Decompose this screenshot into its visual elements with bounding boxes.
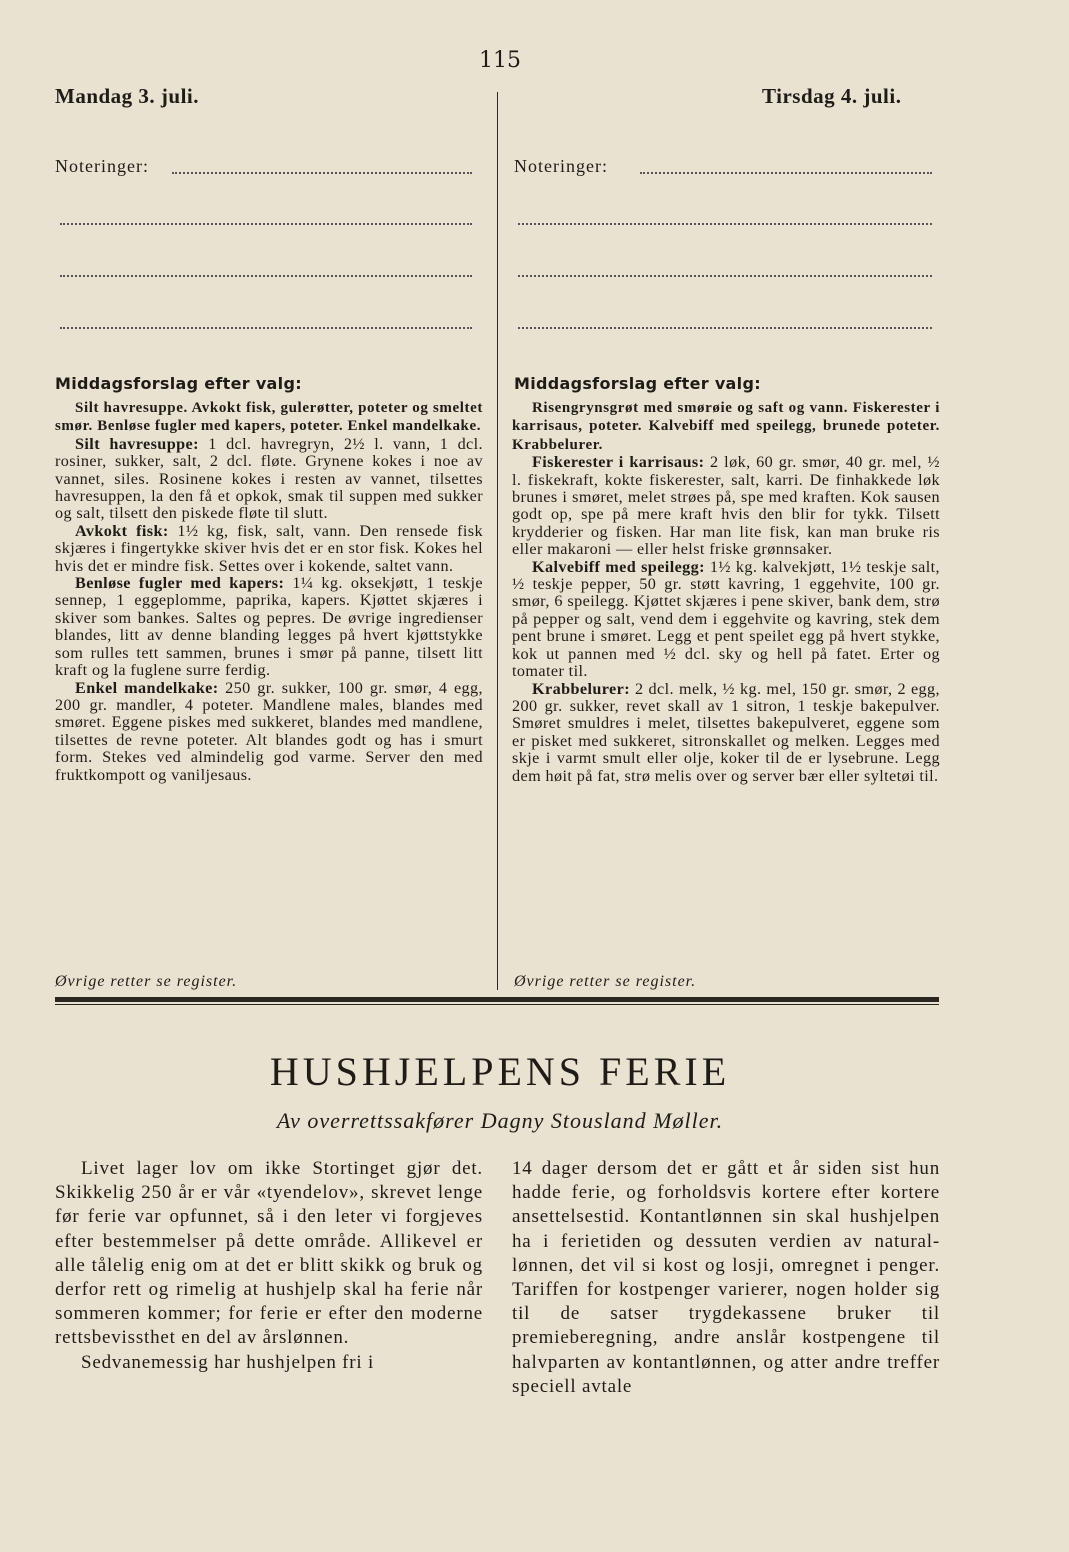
recipe — [55, 436, 483, 523]
menu-summary-text: Silt havresuppe. Avkokt fisk, gulerøtter, poteter og smeltet smør. Benløse fugler med kapers, poteter. Enkel mandelkake. — [55, 400, 483, 435]
note-line — [518, 223, 932, 225]
section-rule-thin — [55, 1004, 939, 1005]
page-number: 115 — [479, 48, 521, 73]
recipes-left — [55, 399, 483, 784]
recipe-title: Krabbelurer: — [532, 679, 631, 698]
menu-summary — [55, 399, 483, 436]
day-heading-left: Mandag 3. juli. — [55, 84, 200, 108]
recipe-title: Silt havresuppe: — [75, 434, 199, 453]
menu-summary-text: Risengrynsgrøt med smørøie og saft og vann. Fiskerester i karrisaus, poteter. Kalvebiff med speilegg, brunede poteter. Krabbelurer. — [512, 400, 940, 453]
article-paragraph: Sedvanemessig har hushjelpen fri i — [81, 1351, 375, 1373]
day-heading-right: Tirsdag 4. juli. — [762, 84, 902, 108]
recipe-text: 1½ kg. kalvekjøtt, 1½ teskje salt, ½ teskje pepper, 50 gr. støtt kavring, 1 eggehvite, 100 gr. smør, 6 speilegg. Kjøttet skjæres i pene skiver, bank dem, strø på pepper og salt, vend dem i eggehvite og kavring, stek dem pent brune i smøret. Legg et pent speilet egg på hvert stykke, kok ut pannen med ½ dcl. sky og hell på fatet. Erter og tomater til. — [512, 557, 940, 681]
more-recipes-note-left: Øvrige retter se register. — [55, 973, 238, 990]
recipe — [55, 523, 483, 575]
note-line — [60, 275, 472, 277]
section-rule — [55, 997, 939, 1002]
recipe-title: Fiskerester i karrisaus: — [532, 453, 705, 472]
menu-summary — [512, 399, 940, 454]
article-title: HUSHJELPENS FERIE — [269, 1049, 731, 1094]
article-column-right — [512, 1157, 940, 1399]
recipe — [55, 680, 483, 784]
recipe-title: Kalvebiff med speilegg: — [532, 557, 705, 576]
menu-suggestions-title-right: Middagsforslag efter valg: — [514, 374, 761, 393]
note-line — [172, 172, 472, 174]
menu-suggestions-title-left: Middagsforslag efter valg: — [55, 374, 302, 393]
note-line — [518, 275, 932, 277]
recipe — [512, 681, 940, 785]
recipe-text: 2 løk, 60 gr. smør, 40 gr. mel, ½ l. fiskekraft, kokte fiskerester, salt, karri. De finhakkede løk brunes i smøret, melet strøes på, spe med kraften. Kok sausen godt op, spe på mere kraft hvis den blir for tykk. Tilsett krydderier og fisken. Har man lite fisk, kan man bruke ris eller makaroni — eller helst friske grønnsaker. — [512, 453, 940, 559]
article-paragraph: Livet lager lov om ikke Stortinget gjør det. Skikkelig 250 år er vår «tyendelov», skrevet lenge før ferie var opfunnet, så i den leter vi forgjeves efter bestemmelser på dette område. Allikevel er alle tålelig enig om at det er blitt skikk og bruk og derfor rett og rimelig at hushjelp skal ha ferie når sommeren kommer; for ferie er efter den moderne rettsbevissthet en del av årslønnen. — [55, 1158, 483, 1349]
column-divider — [497, 92, 498, 990]
recipes-right — [512, 399, 940, 785]
recipe-text: 2 dcl. melk, ½ kg. mel, 150 gr. smør, 2 egg, 200 gr. sukker, revet skall av 1 sitron, 1 teskje bakepulver. Smøret smuldres i melet, tilsettes bakepulveret, eggene som er pisket med sukkeret, sitronskallet og melken. Legges med skje i varmt smult eller olje, koker til de er lysebrune. Legg dem høit på fat, strø melis over og server bær eller syltetøi til. — [512, 679, 940, 785]
recipe-text: 1 dcl. havregryn, 2½ l. vann, 1 dcl. rosiner, sukker, salt, 2 dcl. fløte. Grynene kokes i noe av vannet, siles. Rosinene kokes i resten av vannet, tilsettes havresuppen, la den få et opkok, smak til suppen med sukker og salt, tilsett den piskede fløte til slutt. — [55, 434, 483, 523]
recipe-text: 1¼ kg. oksekjøtt, 1 teskje sennep, 1 eggeplomme, paprika, kapers. Kjøttet skjæres i skiver som bankes. Saltes og pepres. De øvrige ingredienser blandes, litt av denne blanding legges på hvert kjøttstykke som rulles tett sammen, brunes i smør på panne, tilsett litt kraft og la fuglene surre ferdig. — [55, 574, 484, 680]
notes-label-left: Noteringer: — [55, 156, 149, 176]
recipe-title: Avkokt fisk: — [75, 521, 169, 540]
article-paragraph: 14 dager dersom det er gått et år siden sist hun hadde ferie, og forholdsvis kortere efter kortere ansettelsestid. Kontantlønnen sin skal hushjelpen ha i ferietiden og dessuten verdien av natural-lønnen, det vil si kost og losji, omregnet i penger. Tariffen for kostpenger varierer, nogen holder sig til de satser trygdekassene bruker til premieberegning, andre anslår kostpengene til halvparten av kontantlønnen, og atter andre treffer speciell avtale — [512, 1158, 940, 1397]
article-column-left — [55, 1157, 483, 1375]
note-line — [640, 172, 932, 174]
notes-label-right: Noteringer: — [514, 156, 608, 176]
recipe-title: Enkel mandelkake: — [75, 678, 219, 697]
recipe-title: Benløse fugler med kapers: — [75, 574, 285, 593]
recipe-text: 1½ kg, fisk, salt, vann. Den rensede fisk skjæres i fingertykke skiver hvis det er en stor fisk. Kokes hel hvis det er mindre fisk. Settes over i kokende, saltet vann. — [55, 521, 484, 575]
recipe — [512, 454, 940, 558]
article-byline: Av overrettssakfører Dagny Stousland Møller. — [276, 1108, 724, 1133]
recipe — [512, 559, 940, 681]
more-recipes-note-right: Øvrige retter se register. — [514, 973, 697, 990]
recipe-text: 250 gr. sukker, 100 gr. smør, 4 egg, 200 gr. mandler, 4 poteter. Mandlene males, blandes med smøret. Eggene piskes med sukkeret, blandes med mandlene, tilsettes de revne poteter. Alt blandes godt og has i smurt form. Stekes ved almindelig god varme. Server den med fruktkompott og vaniljesaus. — [55, 678, 483, 784]
note-line — [60, 223, 472, 225]
recipe — [55, 575, 483, 679]
note-line — [518, 327, 932, 329]
note-line — [60, 327, 472, 329]
